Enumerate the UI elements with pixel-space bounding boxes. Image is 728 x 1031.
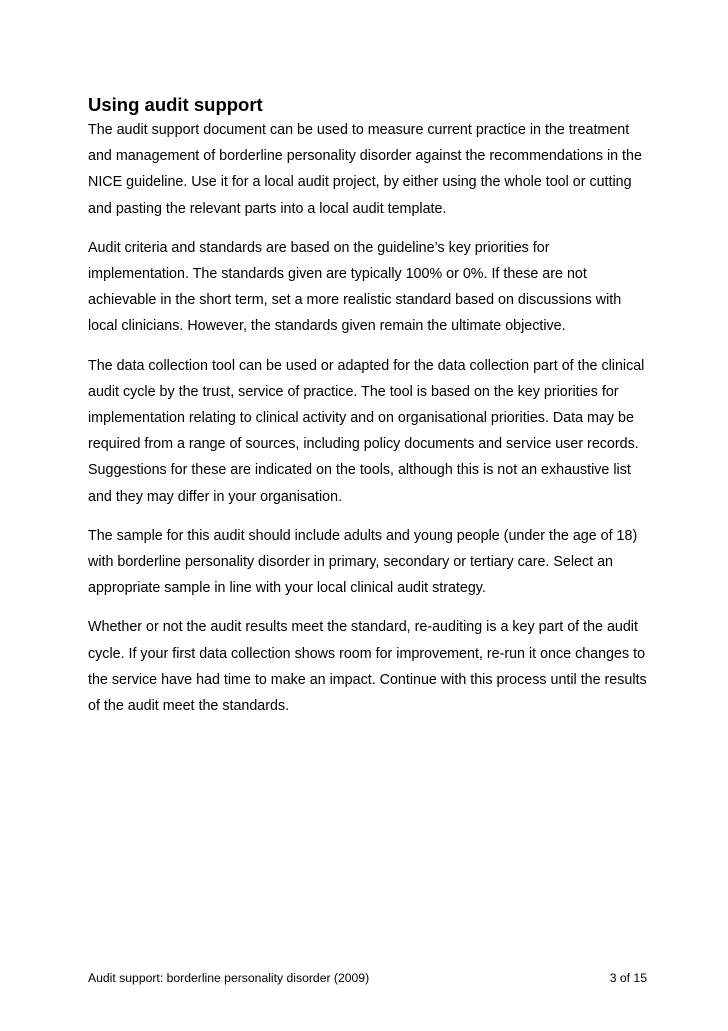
page-footer (88, 969, 647, 987)
footer-page-number: 3 of 15 (609, 971, 647, 985)
page-content (88, 93, 648, 732)
paragraph-audit-sample: The sample for this audit should include adults and young people (under the age of 18) with borderline personality disorder in primary, secondary or tertiary care. Select an appropriate sample in line with your local clinical audit strategy. (88, 527, 638, 597)
footer-document-title: Audit support: borderline personality disorder (2009) (88, 971, 370, 985)
paragraph-re-auditing: Whether or not the audit results meet the standard, re-auditing is a key part of the audit cycle. If your first data collection shows room for improvement, re-run it once changes to the service have had time to make an impact. Continue with this process until the results of the audit meet the standards. (88, 619, 647, 715)
paragraph-criteria-standards: Audit criteria and standards are based on the guideline’s key priorities for implementation. The standards given are typically 100% or 0%. If these are not achievable in the short term, set a more realistic standard based on discussions with local clinicians. However, the standards given remain the ultimate objective. (88, 239, 622, 335)
paragraph-audit-support-usage: The audit support document can be used to measure current practice in the treatment and management of borderline personality disorder against the recommendations in the NICE guideline. Use it for a local audit project, by either using the whole tool or cutting and pasting the relevant parts into a local audit template. (88, 122, 642, 217)
paragraph-data-collection-tool: The data collection tool can be used or adapted for the data collection part of the clinical audit cycle by the trust, service of practice. The tool is based on the key priorities for implementation relating to clinical activity and on organisational priorities. Data may be required from a range of sources, including policy documents and service user records. Suggestions for these are indicated on the tools, although this is not an exhaustive list and they may differ in your organisation. (88, 357, 645, 505)
section-heading: Using audit support (88, 94, 263, 115)
